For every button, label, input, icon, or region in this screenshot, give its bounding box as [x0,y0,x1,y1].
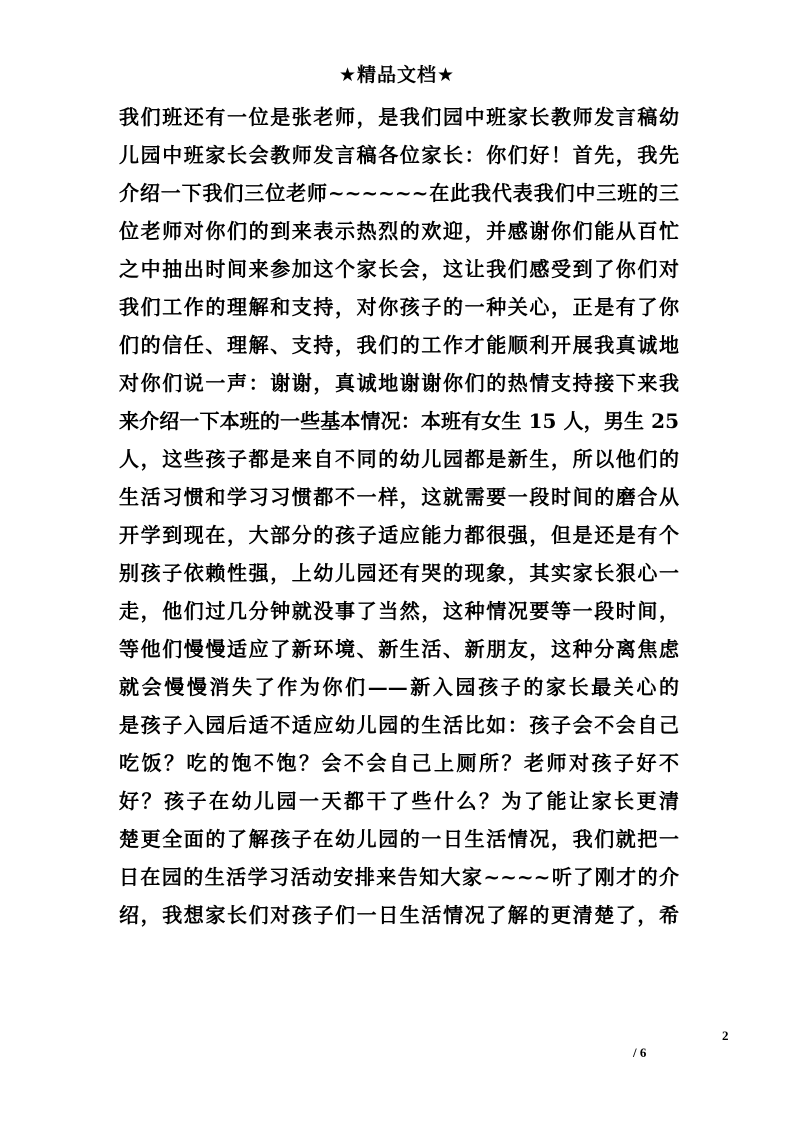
page-total: / 6 [633,1045,647,1060]
text-line: 好？孩子在幼儿园一天都干了些什么？为了能让家长更清 [119,789,679,813]
text-line: 人，这些孩子都是来自不同的幼儿园都是新生，所以他们的 [119,447,679,471]
text-line: 日在园的生活学习活动安排来告知大家~~~~听了刚才的介 [119,865,679,889]
text-line: 我们工作的理解和支持，对你孩子的一种关心，正是有了你 [119,295,679,319]
text-line: 开学到现在，大部分的孩子适应能力都很强，但是还是有个 [119,523,679,547]
page-number: 2 [722,1028,729,1043]
text-line: 是孩子入园后适不适应幼儿园的生活比如：孩子会不会自己 [119,713,679,737]
text-line: 来介绍一下本班的一些基本情况：本班有女生 15 人，男生 25 [119,409,679,433]
document-header-title: ★精品文档★ [338,64,456,86]
text-line: 儿园中班家长会教师发言稿各位家长：你们好！首先，我先 [119,143,679,167]
text-line: 生活习惯和学习习惯都不一样，这就需要一段时间的磨合从 [119,485,679,509]
text-line: 我们班还有一位是张老师，是我们园中班家长教师发言稿幼 [119,105,679,129]
text-line: 就会慢慢消失了作为你们——新入园孩子的家长最关心的 [119,675,679,699]
text-line: 们的信任、理解、支持，我们的工作才能顺利开展我真诚地 [119,333,679,357]
text-line: 介绍一下我们三位老师~~~~~~在此我代表我们中三班的三 [119,181,679,205]
text-line: 走，他们过几分钟就没事了当然，这种情况要等一段时间， [119,599,679,623]
document-body [119,98,679,934]
text-line: 等他们慢慢适应了新环境、新生活、新朋友，这种分离焦虑 [119,637,679,661]
text-line: 位老师对你们的到来表示热烈的欢迎，并感谢你们能从百忙 [119,219,679,243]
text-line: 别孩子依赖性强，上幼儿园还有哭的现象，其实家长狠心一 [119,561,679,585]
text-line: 楚更全面的了解孩子在幼儿园的一日生活情况，我们就把一 [119,827,679,851]
text-line: 对你们说一声：谢谢，真诚地谢谢你们的热情支持接下来我 [119,371,679,395]
text-line: 吃饭？吃的饱不饱？会不会自己上厕所？老师对孩子好不 [119,751,679,775]
text-line: 绍，我想家长们对孩子们一日生活情况了解的更清楚了，希 [119,903,679,927]
text-line: 之中抽出时间来参加这个家长会，这让我们感受到了你们对 [119,257,679,281]
